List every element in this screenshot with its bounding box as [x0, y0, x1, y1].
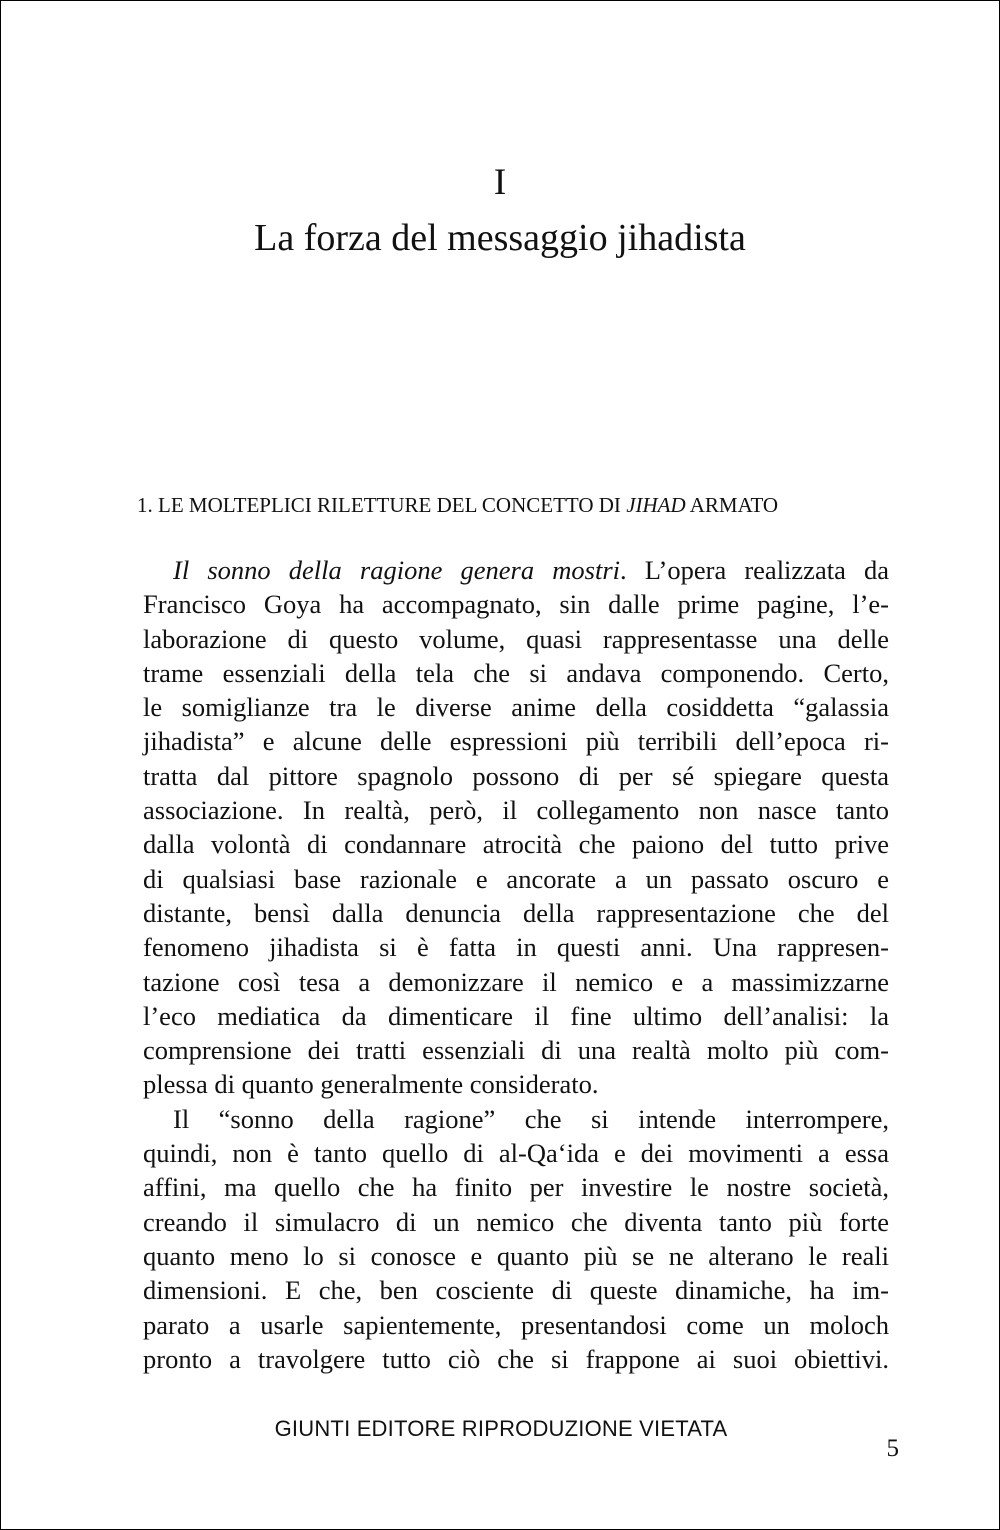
text-line: dalla volontà di condannare atrocità che paiono del tutto prive: [143, 829, 889, 860]
section-heading: [137, 490, 877, 520]
text-line: trame essenziali della tela che si andava componendo. Certo,: [143, 657, 889, 688]
text-line: comprensione dei tratti essenziali di una realtà molto più com-: [143, 1035, 889, 1066]
line-text: . L’opera realizzata da: [620, 555, 889, 585]
text-line: jihadista” e alcune delle espressioni più terribili dell’epoca ri-: [143, 726, 889, 757]
text-line: dimensioni. E che, ben cosciente di queste dinamiche, ha im-: [143, 1275, 889, 1306]
text-line: distante, bensì dalla denuncia della rappresentazione che del: [143, 897, 889, 928]
text-line: di qualsiasi base razionale e ancorate a un passato oscuro e: [143, 863, 889, 894]
paragraph-1: [143, 553, 889, 1102]
text-line: parato a usarle sapientemente, presentandosi come un moloch: [143, 1309, 889, 1340]
chapter-title: La forza del messaggio jihadista: [254, 217, 746, 259]
reproduction-notice: GIUNTI EDITORE RIPRODUZIONE VIETATA: [274, 1416, 728, 1441]
text-line: [143, 553, 889, 587]
text-line: associazione. In realtà, però, il collegamento non nasce tanto: [143, 795, 889, 826]
body-text: [143, 553, 889, 1376]
text-line: tazione così tesa a demonizzare il nemico e a massimizzarne: [143, 966, 889, 997]
text-line: affini, ma quello che ha finito per investire le nostre società,: [143, 1172, 889, 1203]
section-heading-italic: JIHAD: [626, 493, 686, 517]
text-line: quindi, non è tanto quello di al-Qa‘ida e dei movimenti a essa: [143, 1138, 889, 1169]
text-line: pronto a travolgere tutto ciò che si frappone ai suoi obiettivi.: [143, 1343, 889, 1374]
text-line: Francisco Goya ha accompagnato, sin dalle prime pagine, l’e-: [143, 589, 889, 620]
page-number: 5: [886, 1435, 899, 1462]
chapter-number: I: [493, 162, 507, 203]
section-heading-suffix: ARMATO: [685, 493, 779, 517]
text-line: creando il simulacro di un nemico che diventa tanto più forte: [143, 1206, 889, 1237]
text-line: quanto meno lo si conosce e quanto più se ne alterano le reali: [143, 1240, 889, 1271]
text-line: fenomeno jihadista si è fatta in questi anni. Una rappresen-: [143, 932, 889, 963]
italic-quote: Il sonno della ragione genera mostri: [173, 555, 620, 585]
text-line: laborazione di questo volume, quasi rappresentasse una delle: [143, 623, 889, 654]
text-line: le somiglianze tra le diverse anime della cosiddetta “galassia: [143, 692, 889, 723]
section-heading-prefix: 1. LE MOLTEPLICI RILETTURE DEL CONCETTO DI: [137, 493, 627, 517]
text-line: tratta dal pittore spagnolo possono di per sé spiegare questa: [143, 760, 889, 791]
text-line: Il “sonno della ragione” che si intende interrompere,: [173, 1103, 889, 1134]
text-line: l’eco mediatica da dimenticare il fine ultimo dell’analisi: la: [143, 1000, 889, 1031]
paragraph-2: [143, 1102, 889, 1376]
text-line: plessa di quanto generalmente considerato.: [143, 1069, 599, 1100]
